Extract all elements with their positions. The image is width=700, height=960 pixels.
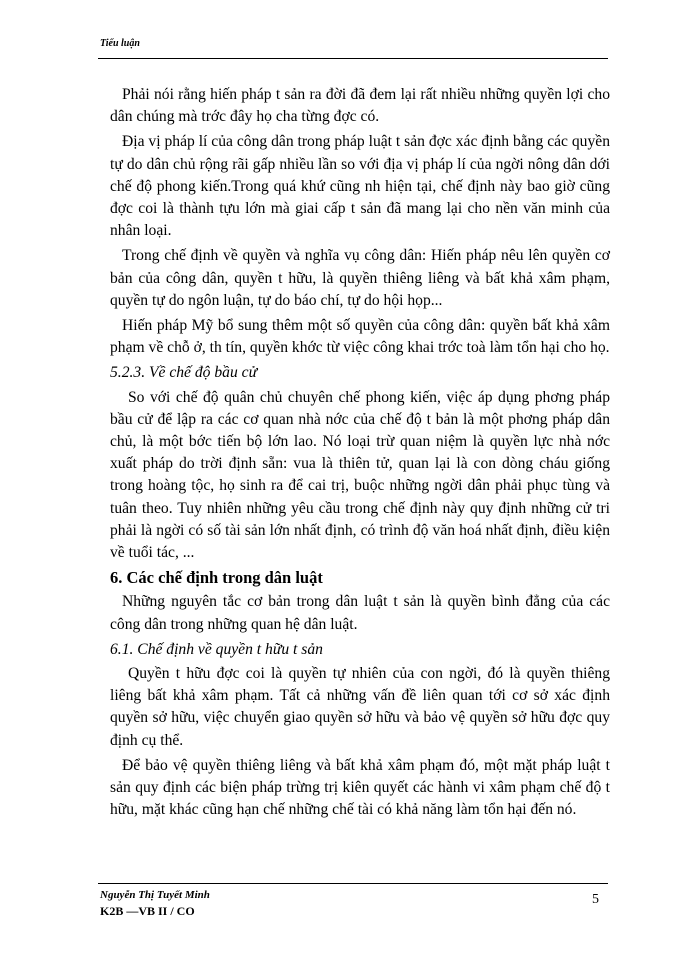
paragraph-constitution-rights: Phải nói rằng hiến pháp t sản ra đời đã đem lại rất nhiều những quyền lợi cho dân chúng mà trớc đây họ cha từng đợc có. — [110, 86, 610, 126]
section-heading-6: 6. Các chế định trong dân luật — [110, 568, 323, 588]
paragraph-legal-status: Địa vị pháp lí của công dân trong pháp luật t sản đợc xác định bằng các quyền tự do dân chủ rộng rãi gấp nhiều lần so với địa vị pháp lí của ngời nông dân dới chế độ phong kiến.Trong quá khứ cũng nh hiện tại, chế định này bao giờ cũng đợc coi là thành tựu lớn mà giai cấp t sản đã mang lại cho nền văn minh của nhân loại. — [110, 133, 610, 240]
running-header-title: Tiểu luận — [100, 38, 140, 49]
paragraph-us-constitution: Hiến pháp Mỹ bổ sung thêm một số quyền của công dân: quyền bất khả xâm phạm về chỗ ở, th tín, quyền khớc từ việc công khai trớc toà làm tổn hại cho họ. — [110, 317, 610, 357]
section-heading-6-1: 6.1. Chế định về quyền t hữu t sản — [110, 640, 323, 658]
footer-class: K2B —VB II / CO — [100, 904, 195, 918]
paragraph-election-system: So với chế độ quân chủ chuyên chế phong kiến, việc áp dụng phơng pháp bầu cử để lập ra các cơ quan nhà nớc của chế độ t bản là một phơng pháp dân chủ, là một bớc tiến bộ lớn lao. Nó loại trừ quan niệm là quyền lực nhà nớc xuất pháp do trời định sẵn: vua là thiên tử, quan lại là con dòng cháu giống trong hoàng tộc, họ sinh ra để cai trị, buộc những ngời dân phải phục tùng và tuân theo. Tuy nhiên những yêu cầu trong chế định này quy định những cử tri phải là ngời có số tài sản lớn nhất định, có trình độ văn hoá nhất định, điều kiện về tuổi tác, ... — [110, 388, 610, 562]
header-rule — [98, 58, 608, 59]
body-text — [110, 84, 610, 825]
paragraph-protection-measures: Để bảo vệ quyền thiêng liêng và bất khả xâm phạm đó, một mặt pháp luật t sản quy định các biện pháp trừng trị kiên quyết các hành vi xâm phạm chế độ t hữu, mặt khác cũng hạn chế những chế tài có khả năng làm tổn hại đến nó. — [110, 756, 610, 819]
footer-rule — [98, 883, 608, 884]
paragraph-private-ownership: Quyền t hữu đợc coi là quyền tự nhiên của con ngời, đó là quyền thiêng liêng bất khả xâm phạm. Tất cả những vấn đề liên quan tới cơ sở xác định quyền sở hữu, việc chuyển giao quyền sở hữu và bảo vệ quyền sở hữu đợc quy định cụ thể. — [110, 665, 610, 749]
footer-author: Nguyễn Thị Tuyết Minh — [100, 889, 210, 901]
paragraph-citizen-rights: Trong chế định về quyền và nghĩa vụ công dân: Hiến pháp nêu lên quyền cơ bản của công dân, quyền t hữu, là quyền thiêng liêng và bất khả xâm phạm, quyền tự do ngôn luận, tự do báo chí, tự do hội họp... — [110, 247, 610, 309]
page-number: 5 — [592, 892, 599, 907]
section-heading-5-2-3: 5.2.3. Về chế độ bầu cử — [110, 364, 258, 382]
paragraph-civil-law-principles: Những nguyên tắc cơ bản trong dân luật t sản là quyền bình đẳng của các công dân trong những quan hệ dân luật. — [110, 593, 610, 633]
